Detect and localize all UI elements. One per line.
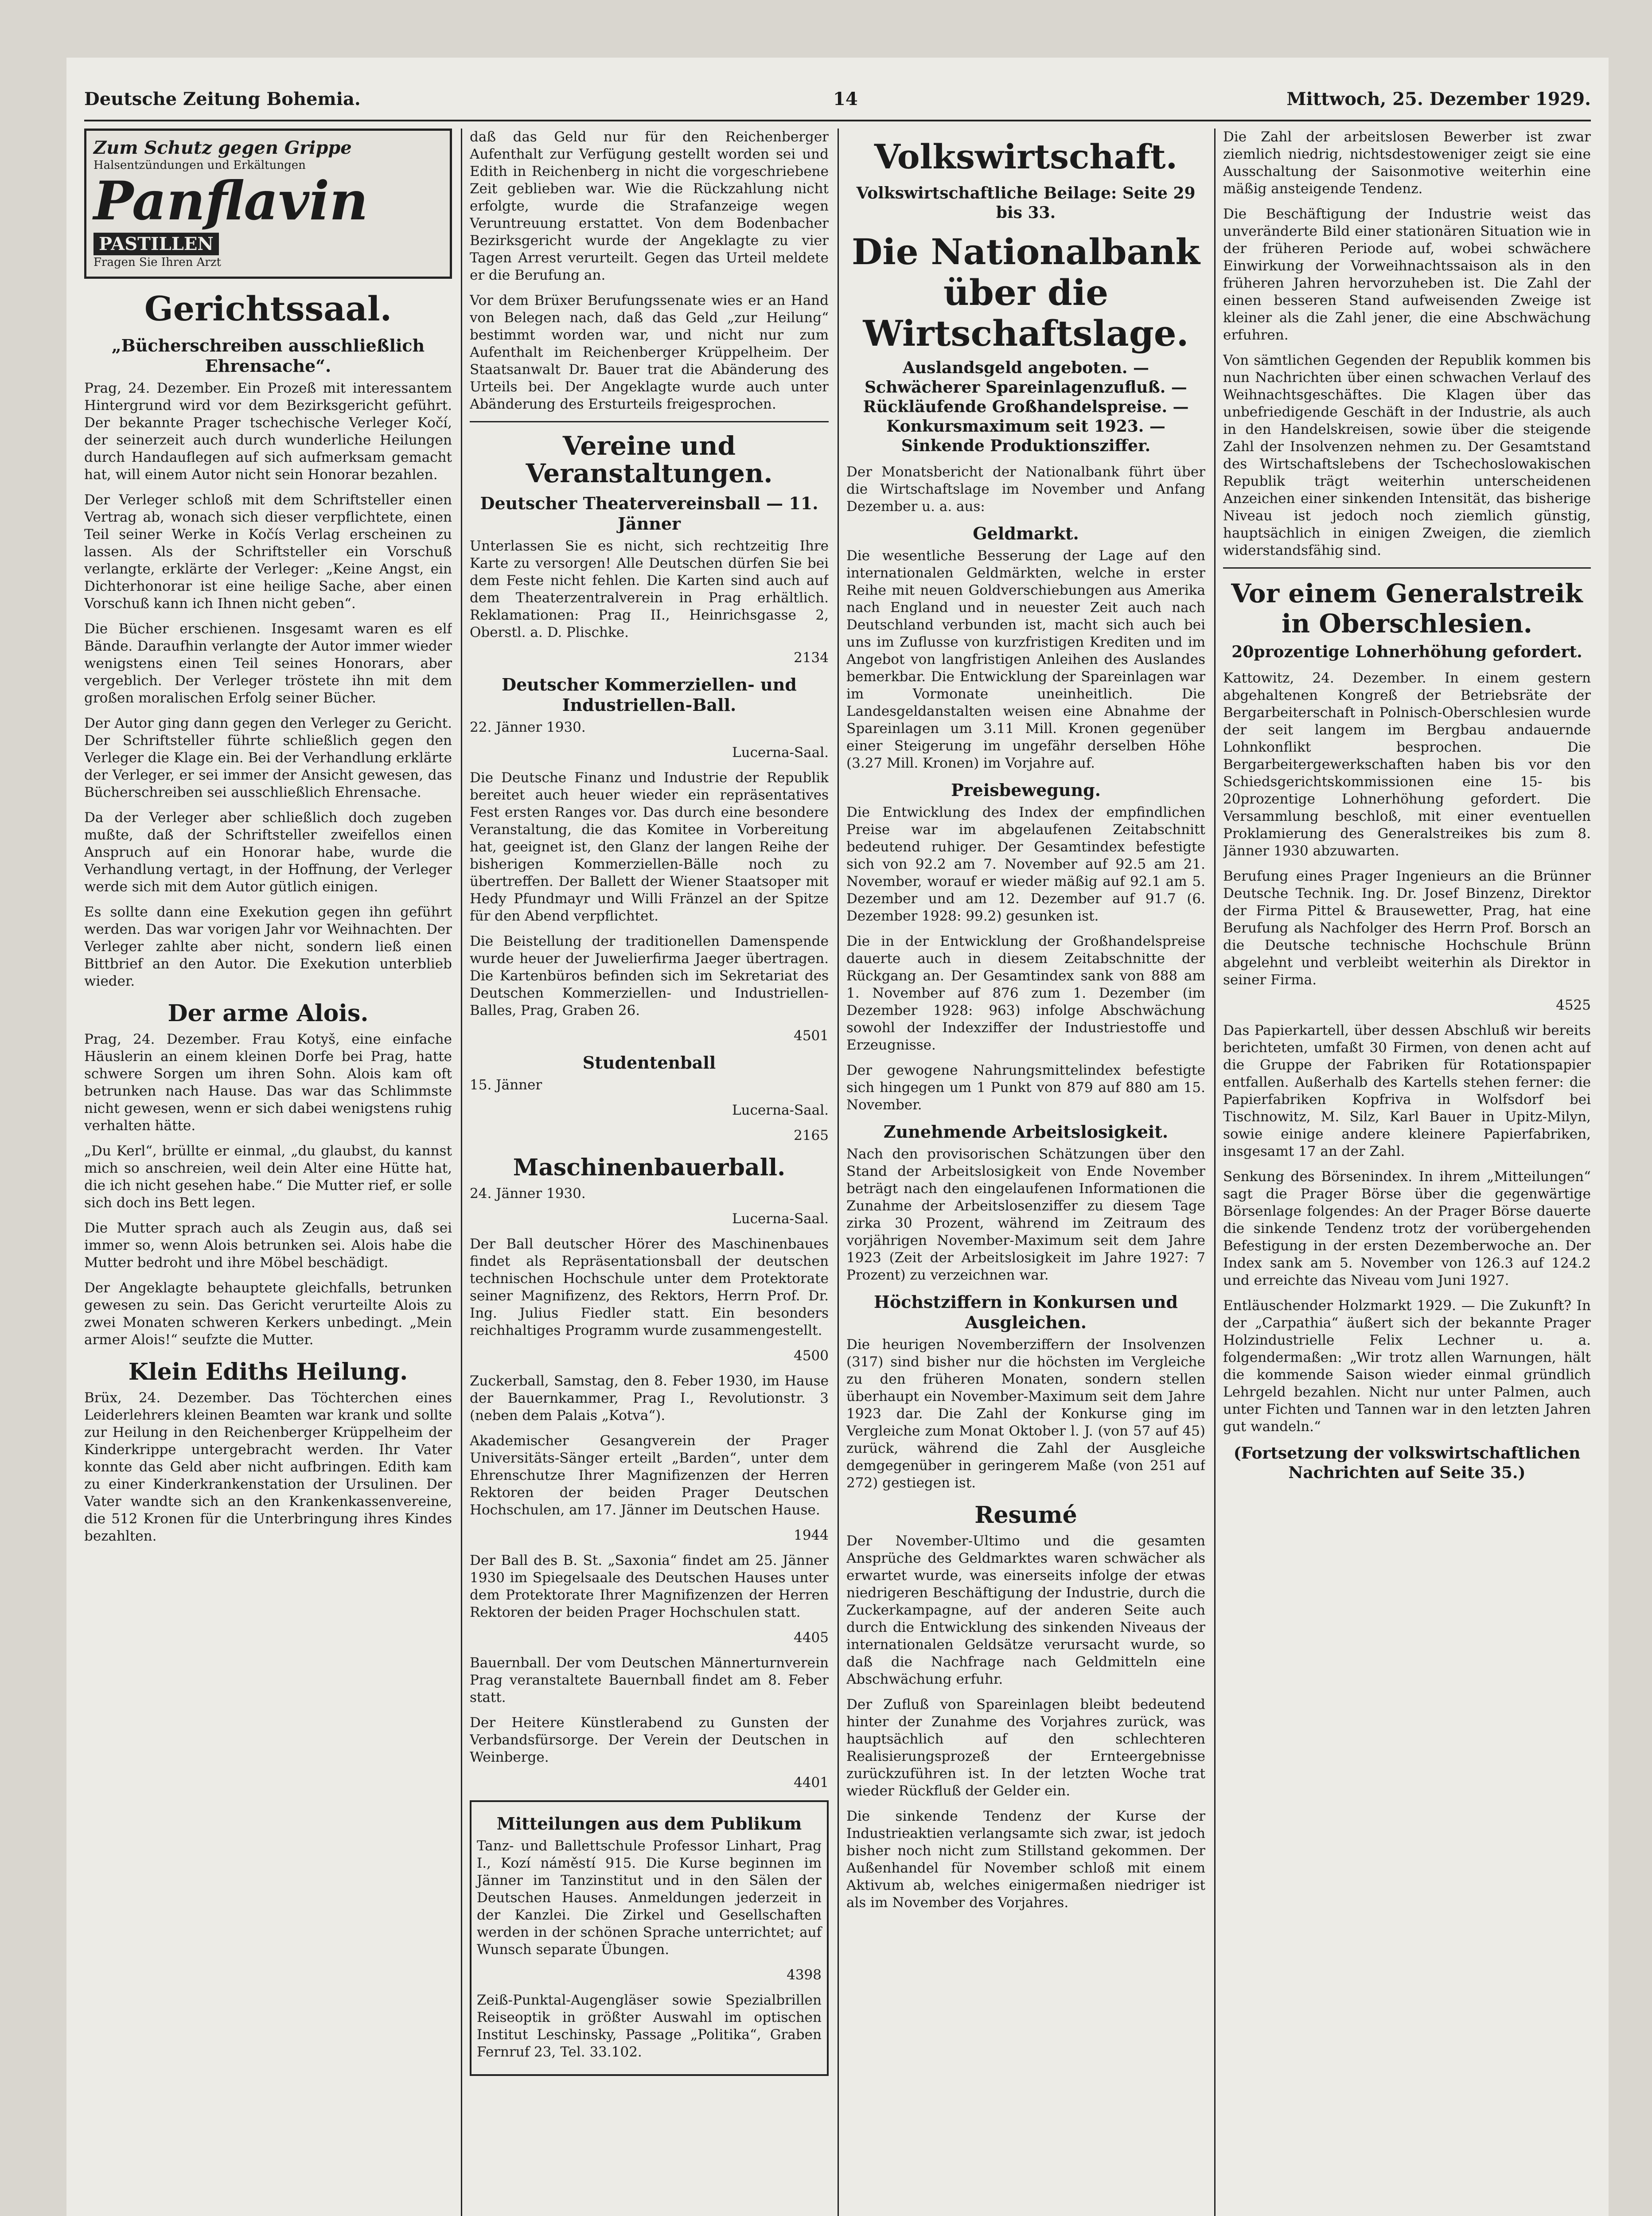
article-paragraph: Der Zufluß von Spareinlagen bleibt bedeutend hinter der Zunahme des Vorjahres zurück, was hauptsächlich auf den schlechteren Realisierungsprozeß der Ernteergebnisse zurückzuführen ist. In der letzten Woche trat wieder Rückfluß der Gelder ein. <box>846 1697 1205 1799</box>
event-hall: Lucerna-Saal. <box>732 1211 829 1227</box>
article-paragraph: Da der Verleger aber schließlich doch zugeben mußte, daß der Schriftsteller zweifellos einen Anspruch auf ein Honorar habe, wurde die Verhandlung vertagt, in der Hoffnung, der Verleger werde sich mit dem Autor gütlich einigen. <box>84 810 452 895</box>
event-hall: Lucerna-Saal. <box>732 1102 829 1118</box>
event-number: 4405 <box>794 1630 829 1646</box>
event-number: 2165 <box>794 1128 829 1143</box>
notice-number: 4398 <box>787 1967 822 1983</box>
event-text: Die Beistellung der traditionellen Damenspende wurde heuer der Juwelierfirma Jaeger übertragen. Die Kartenbüros befinden sich im Sekretariat des Deutschen Kommerziellen- und Industriellen-Balles, Prag, Graben 26. <box>470 933 829 1018</box>
event-title: Maschinenbauerball. <box>513 1154 786 1181</box>
article-paragraph: Der Angeklagte behauptete gleichfalls, betrunken gewesen zu sein. Das Gericht verurteilte Alois zu zwei Monaten schweren Kerkers unbedingt. „Mein armer Alois!“ seufzte die Mutter. <box>84 1280 452 1348</box>
article-paragraph: Kattowitz, 24. Dezember. In einem gestern abgehaltenen Kongreß der Betriebsräte der Bergarbeiterschaft in Polnisch-Oberschlesien wurde der seit langem im Bergbau andauernde Lohnkonflikt besprochen. Die Bergarbeitergewerkschaften haben bis vor den Schiedsgerichtskommissionen eine 15- bis 20prozentige Lohnerhöhung gefordert. Die Versammlung beschloß, mit einer eventuellen Proklamierung des Generalstreikes bis zum 8. Jänner 1930 abzuwarten. <box>1223 670 1591 859</box>
article-paragraph: Das Papierkartell, über dessen Abschluß wir bereits berichteten, umfaßt 30 Firmen, von denen acht auf die Gruppe der Fabriken für Rotationspapier entfallen. Außerhalb des Kartells stehen ferner: die Papierfabriken Kopfriva in Wolfsdorf bei Tischnowitz, M. Silz, Karl Bauer in Upitz-Milyn, sowie einige andere kleinere Papierfabriken, insgesamt 17 an der Zahl. <box>1223 1022 1591 1159</box>
article-paragraph: Von sämtlichen Gegenden der Republik kommen bis nun Nachrichten über einen schwachen Verlauf des Weihnachtsgeschäftes. Die Klagen über das unbefriedigende Geschäft in der Industrie, als auch in den Handelskreisen, sowie über die steigende Zahl der Insolvenzen nehmen zu. Der Gesamtstand des Wirtschaftslebens der Tschechoslowakischen Republik trägt weiterhin unterscheidenen Anzeichen einer sinkenden Intensität, das bisherige Niveau ist jedoch noch ziemlich günstig, hauptsächlich in einigen Zweigen, die ziemlich widerstandsfähig sind. <box>1223 352 1591 558</box>
event-text: Der Ball deutscher Hörer des Maschinenbaues findet als Repräsentationsball der deutschen technischen Hochschule unter dem Protektorate seiner Magnifizenz, des Rektors, Herrn Prof. Dr. Ing. Julius Fiedler statt. Ein besonders reichhaltiges Programm wurde zusammengestellt. <box>470 1236 829 1338</box>
header-rule <box>84 120 1591 121</box>
subsection-heading: Zunehmende Arbeitslosigkeit. <box>883 1122 1169 1142</box>
column-divider <box>838 129 839 2216</box>
article-paragraph: Berufung eines Prager Ingenieurs an die Brünner Deutsche Technik. Ing. Dr. Josef Binzenz, Direktor der Firma Pittel & Brausewetter, Prag, hat eine Berufung als Nachfolger des Herrn Prof. Borsch an die Deutsche technische Hochschule Brünn abgelehnt und verbleibt weiterhin als Direktor in seiner Firma. <box>1223 868 1591 988</box>
article-subtitle: Auslandsgeld angeboten. — Schwächerer Spareinlagenzufluß. — Rückläufende Großhandelspreise. — Konkursmaximum seit 1923. — Sinkende Produktionsziffer. <box>863 359 1189 455</box>
article-paragraph: Die Bücher erschienen. Insgesamt waren es elf Bände. Daraufhin verlangte der Autor immer wieder wenigstens einen Teil seines Honorars, aber vergeblich. Der Verleger tröstete ihn mit dem großen moralischen Erfolg seiner Bücher. <box>84 621 452 706</box>
ad-product: PASTILLEN <box>94 233 219 255</box>
section-title: Volkswirtschaft. <box>874 137 1178 176</box>
issue-date: Mittwoch, 25. Dezember 1929. <box>1286 89 1591 109</box>
section-subtitle: Volkswirtschaftliche Beilage: Seite 29 bis 33. <box>856 184 1196 222</box>
event-date: 22. Jänner 1930. <box>470 719 586 735</box>
event-text: Der Ball des B. St. „Saxonia“ findet am 25. Jänner 1930 im Spiegelsaale des Deutschen Hauses unter dem Protektorate Ihrer Magnifizenzen der Herren Rektoren der beiden Prager Hochschulen statt. <box>470 1553 829 1620</box>
divider <box>470 421 829 422</box>
event-date: 24. Jänner 1930. <box>470 1186 586 1202</box>
notice-text: Tanz- und Ballettschule Professor Linhart, Prag I., Kozí náměstí 915. Die Kurse beginnen im Jänner im Tanzinstitut und in den Sälen der Deutschen Hauses. Anmeldungen jederzeit in der Kanzlei. Die Zirkel und Gesellschaften werden in der schönen Sprache unterrichtet; auf Wunsch separate Übungen. <box>477 1838 822 1958</box>
ad-note: Fragen Sie Ihren Arzt <box>94 256 221 269</box>
event-number: 2134 <box>794 650 829 666</box>
subsection-heading: Preisbewegung. <box>951 780 1101 800</box>
article-paragraph: Der Autor ging dann gegen den Verleger zu Gericht. Der Schriftsteller führte schließlich gegen den Verleger die Klage ein. Bei der Verhandlung erklärte der Verleger, er sei immer der Ansicht gewesen, das Bücherschreiben sei ausschließlich Ehrensache. <box>84 715 452 800</box>
article-paragraph: Senkung des Börsenindex. In ihrem „Mitteilungen“ sagt die Prager Börse über die gegenwärtige Börsenlage folgendes: An der Prager Börse dauerte die sinkende Tendenz trotz der vorübergehenden Befestigung in der ersten Dezemberwoche an. Der Index sank am 5. November von 126.3 auf 124.2 und erreichte das Niveau vom Juni 1927. <box>1223 1169 1591 1288</box>
article-paragraph: Der Monatsbericht der Nationalbank führt über die Wirtschaftslage im November und Anfang Dezember u. a. aus: <box>846 464 1205 515</box>
continuation-note: (Fortsetzung der volkswirtschaftlichen Nachrichten auf Seite 35.) <box>1233 1444 1581 1482</box>
article-paragraph: Der gewogene Nahrungsmittelindex befestigte sich hingegen um 1 Punkt von 879 auf 880 am 15. November. <box>846 1062 1205 1113</box>
article-title: „Bücherschreiben ausschließlich Ehrensache“. <box>111 336 425 376</box>
ad-tagline: Zum Schutz gegen Grippe <box>94 137 352 158</box>
event-number: 1944 <box>794 1527 829 1543</box>
notice-title: Mitteilungen aus dem Publikum <box>496 1814 802 1834</box>
article-paragraph: Die wesentliche Besserung der Lage auf den internationalen Geldmärkten, welche in erster Reihe mit neuen Goldverschiebungen aus Amerika nach England und in neuester Zeit auch nach Deutschland verbunden ist, macht sich auch bei uns im Zuflusse von kurzfristigen Krediten und im Angebot von langfristigen Anleihen des Auslandes bemerkbar. Die Entwicklung der Spareinlagen war im Vormonate uneinheitlich. Die Landesgeldanstalten weisen eine Abnahme der Spareinlagen um 3.11 Mill. Kronen gegenüber einer Steigerung im ungefähr derselben Höhe (3.27 Mill. Kronen) im Vorjahre auf. <box>846 548 1205 771</box>
divider <box>1223 567 1591 569</box>
article-title: Vor einem Generalstreik in Oberschlesien. <box>1231 578 1583 639</box>
ad-subline: Halsentzündungen und Erkältungen <box>94 159 306 172</box>
event-text: Zuckerball, Samstag, den 8. Feber 1930, im Hause der Bauernkammer, Prag I., Revolutionstr. 3 (neben dem Palais „Kotva“). <box>470 1373 829 1424</box>
event-number: 4401 <box>794 1775 829 1791</box>
article-paragraph: Es sollte dann eine Exekution gegen ihn geführt werden. Das war vorigen Jahr vor Weihnachten. Der Verleger zahlte aber nicht, sondern ließ einen Bittbrief an den Autor. Die Exekution unterblieb wieder. <box>84 904 452 989</box>
article-title: Klein Ediths Heilung. <box>128 1358 408 1385</box>
article-paragraph: Die sinkende Tendenz der Kurse der Industrieaktien verlangsamte sich zwar, ist jedoch bisher noch nicht zum Stillstand gekommen. Der Außenhandel für November schloß mit einem Aktivum ab, welches einigermaßen niedriger ist als im November des Vorjahres. <box>846 1808 1205 1911</box>
article-title: Die Nationalbank über die Wirtschaftslage. <box>852 231 1200 354</box>
article-title: Der arme Alois. <box>168 1000 369 1027</box>
newspaper-page <box>66 58 1609 2216</box>
column-economy <box>846 129 1205 2216</box>
subsection-heading: Geldmarkt. <box>973 523 1079 543</box>
article-paragraph: Die Mutter sprach auch als Zeugin aus, daß sei immer so, wenn Alois betrunken sei. Alois habe die Mutter bedroht und ihre Möbel beschädigt. <box>84 1220 452 1271</box>
column-economy-continued <box>1223 129 1591 2216</box>
article-paragraph: Der Verleger schloß mit dem Schriftsteller einen Vertrag ab, wonach sich dieser verpflichtete, einen Teil seiner Werke in Kočís Verlag erscheinen zu lassen. Als der Schriftsteller ein Vorschuß verlangte, erklärte der Verleger: „Keine Angst, ein Dichterhonorar ist eine heilige Sache, aber einen Vorschuß kann ich Ihnen nicht geben“. <box>84 492 452 612</box>
event-text: Unterlassen Sie es nicht, sich rechtzeitig Ihre Karte zu versorgen! Alle Deutschen dürfen Sie bei dem Feste nicht fehlen. Die Karten sind auch auf dem Theaterzentralverein in Prag erhältlich. Reklamationen: Prag II., Heinrichsgasse 2, Oberstl. a. D. Plischke. <box>470 538 829 640</box>
article-paragraph: Der November-Ultimo und die gesamten Ansprüche des Geldmarktes waren schwächer als erwartet wurde, was einerseits infolge der etwas niedrigeren Beschäftigung der Industrie, durch die Zuckerkampagne, auf der anderen Seite auch durch die Entwicklung des sinkenden Niveaus der internationalen Geldsätze verursacht wurde, so daß die Nachfrage nach Geldmitteln eine Abschwächung erfuhr. <box>846 1533 1205 1687</box>
article-paragraph: Die heurigen Novemberziffern der Insolvenzen (317) sind bisher nur die höchsten im Vergleiche zu den früheren Monaten, sondern stellen überhaupt ein November-Maximum seit dem Jahre 1923 dar. Die Zahl der Konkurse ging im Vergleiche zum Monat Oktober l. J. (von 57 auf 45) zurück, während die Zahl der Ausgleiche demgegenüber in geringerem Maße (von 251 auf 272) gestiegen ist. <box>846 1337 1205 1491</box>
article-paragraph: Entläuschender Holzmarkt 1929. — Die Zukunft? In der „Carpathia“ äußert sich der bekannte Prager Holzindustrielle Felix Lechner u. a. folgendermaßen: „Wir trotz allen Warnungen, hält die kommende Saison wieder einmal gründlich Lehrgeld bezahlen. Nicht nur unter Palmen, auch unter Fichten und Tannen war in den letzten Jahren gut wandeln.“ <box>1223 1298 1591 1435</box>
article-paragraph: Die in der Entwicklung der Großhandelspreise dauerte auch in diesem Zeitabschnitte der Rückgang an. Der Gesamtindex sank von 888 am 1. November auf 876 zum 1. Dezember (im Dezember 1928: 963) infolge Abschwächung sowohl der Indexziffer der Industriestoffe und Erzeugnisse. <box>846 933 1205 1053</box>
event-text: Der Heitere Künstlerabend zu Gunsten der Verbandsfürsorge. Der Verein der Deutschen in Weinberge. <box>470 1715 829 1765</box>
article-paragraph: Prag, 24. Dezember. Ein Prozeß mit interessantem Hintergrund wird vor dem Bezirksgericht geführt. Der bekannte Prager tschechische Verleger Kočí, der seinerzeit auch durch wunderliche Heilungen durch Handauflegen auf sich aufmerksam gemacht hat, will einem Autor nicht sein Honorar bezahlen. <box>84 380 452 483</box>
article-paragraph: „Du Kerl“, brüllte er einmal, „du glaubst, du kannst mich so anschreien, weil dein Alter eine Hütte hat, die ich nicht gesehen habe.“ Die Mutter rief, er solle sich doch ins Bett legen. <box>84 1143 452 1211</box>
subsection-heading: Resumé <box>974 1502 1077 1529</box>
article-paragraph: Die Entwicklung des Index der empfindlichen Preise war im abgelaufenen Zeitabschnitt bedeutend ruhiger. Der Gesamtindex befestigte sich von 92.2 am 7. November auf 92.5 am 21. November, worauf er wieder mäßig auf 92.1 am 5. Dezember und am 12. Dezember auf 91.7 (6. Dezember 1928: 99.2) gesunken ist. <box>846 804 1205 924</box>
item-number: 4525 <box>1556 997 1591 1013</box>
article-paragraph: Die Beschäftigung der Industrie weist das unveränderte Bild einer stationären Situation wie in der früheren Periode auf, wobei schwächere Einwirkung der Vorweihnachtssaison als in den früheren Jahren hervorzuheben ist. Die Zahl der einen besseren Stand aufweisenden Zweige ist kleiner als die Zahl jener, die eine Abschwächung erfuhren. <box>1223 206 1591 343</box>
section-title: Gerichtssaal. <box>144 289 392 328</box>
column-court <box>84 129 452 2216</box>
notice-text: Zeiß-Punktal-Augengläser sowie Spezialbrillen Reiseoptik in größter Auswahl im optischen Institut Leschinsky, Passage „Politika“, Graben Fernruf 23, Tel. 33.102. <box>477 1992 822 2060</box>
event-title: Deutscher Kommerziellen- und Industriellen-Ball. <box>502 675 797 715</box>
page-number: 14 <box>833 89 858 109</box>
newspaper-name: Deutsche Zeitung Bohemia. <box>84 89 361 109</box>
column-divider <box>1214 129 1216 2216</box>
ad-brand: Panflavin <box>94 170 368 232</box>
article-paragraph: Die Zahl der arbeitslosen Bewerber ist zwar ziemlich niedrig, nichtsdestoweniger zeigt sie eine Ausschaltung der Saisonmotive weiterhin eine mäßig ansteigende Tendenz. <box>1223 129 1591 197</box>
event-number: 4500 <box>794 1348 829 1364</box>
section-title: Vereine und Veranstaltungen. <box>526 431 773 488</box>
event-title: Deutscher Theatervereinsball — 11. Jänner <box>480 493 818 534</box>
subsection-heading: Höchstziffern in Konkursen und Ausgleichen. <box>874 1292 1178 1332</box>
event-text: Bauernball. Der vom Deutschen Männerturnverein Prag veranstaltete Bauernball findet am 8. Feber statt. <box>470 1655 829 1705</box>
event-hall: Lucerna-Saal. <box>732 745 829 761</box>
notice-box <box>470 1800 829 2076</box>
event-text: Die Deutsche Finanz und Industrie der Republik bereitet auch heuer wieder ein repräsentatives Fest ersten Ranges vor. Das durch eine besondere Veranstaltung, die das Komitee in Vorbereitung hat, geeignet ist, den Glanz der langen Reihe der bisherigen Kommerziellen-Bälle noch zu übertreffen. Der Ballett der Wiener Staatsoper mit Hedy Pfundmayr und Willi Fränzel an der Spitze für den Abend verpflichtet. <box>470 770 829 924</box>
article-paragraph: daß das Geld nur für den Reichenberger Aufenthalt zur Verfügung gestellt worden sei und Edith in Reichenberg in nicht die vorgeschriebene Zeit geblieben war. Wie die Rückzahlung nicht erfolgte, wurde die Strafanzeige wegen Veruntreuung erstattet. Von dem Bodenbacher Bezirksgericht wurde der Angeklagte zu vier Tagen Arrest verurteilt. Gegen das Urteil meldete er die Berufung an. <box>470 129 829 283</box>
event-title: Studentenball <box>582 1053 716 1073</box>
event-number: 4501 <box>794 1028 829 1044</box>
article-subtitle: 20prozentige Lohnerhöhung gefordert. <box>1231 643 1582 661</box>
column-divider <box>461 129 462 2216</box>
column-events <box>470 129 829 2216</box>
article-paragraph: Prag, 24. Dezember. Frau Kotyš, eine einfache Häuslerin an einem kleinen Dorfe bei Prag, hatte schwere Sorgen um ihren Sohn. Alois kam oft betrunken nach Hause. Das war das Schlimmste nicht gewesen, wenn er sich dabei wenigstens ruhig verhalten hätte. <box>84 1031 452 1134</box>
article-paragraph: Brüx, 24. Dezember. Das Töchterchen eines Leiderlehrers kleinen Beamten war krank und sollte zur Heilung in den Reichenberger Krüppelheim der Kinderkrippe untergebracht werden. Ihr Vater konnte das Geld aber nicht aufbringen. Edith kam zu einer Kinderkrankenstation der Ursulinen. Der Vater wandte sich an den Krankenkassenvereine, die 512 Kronen für die Unterbringung ihres Kindes bezahlten. <box>84 1390 452 1544</box>
page-header <box>84 89 1591 115</box>
event-text: Akademischer Gesangverein der Prager Universitäts-Sänger erteilt „Barden“, unter dem Ehrenschutze Ihrer Magnifizenzen der Herren Rektoren der beiden Prager Deutschen Hochschulen, am 17. Jänner im Deutschen Hause. <box>470 1433 829 1518</box>
panflavin-advertisement <box>84 129 452 279</box>
article-paragraph: Nach den provisorischen Schätzungen über den Stand der Arbeitslosigkeit von Ende November beträgt nach den eingelaufenen Informationen die Zunahme der Arbeitslosenziffer zu diesem Tage zirka 30 Prozent, während im Zeitraum des vorjährigen November-Maximum seit dem Jahre 1923 (Zeit der Arbeitslosigkeit im Jahre 1927: 7 Prozent) zu verzeichnen war. <box>846 1146 1205 1283</box>
article-paragraph: Vor dem Brüxer Berufungssenate wies er an Hand von Belegen nach, daß das Geld „zur Heilung“ bestimmt worden war, und nicht nur zum Aufenthalt im Reichenberger Krüppelheim. Der Staatsanwalt Dr. Bauer trat die Abänderung des Urteils bei. Der Angeklagte wurde auch unter Abänderung des Ersturteils freigesprochen. <box>470 293 829 412</box>
event-date: 15. Jänner <box>470 1077 542 1093</box>
